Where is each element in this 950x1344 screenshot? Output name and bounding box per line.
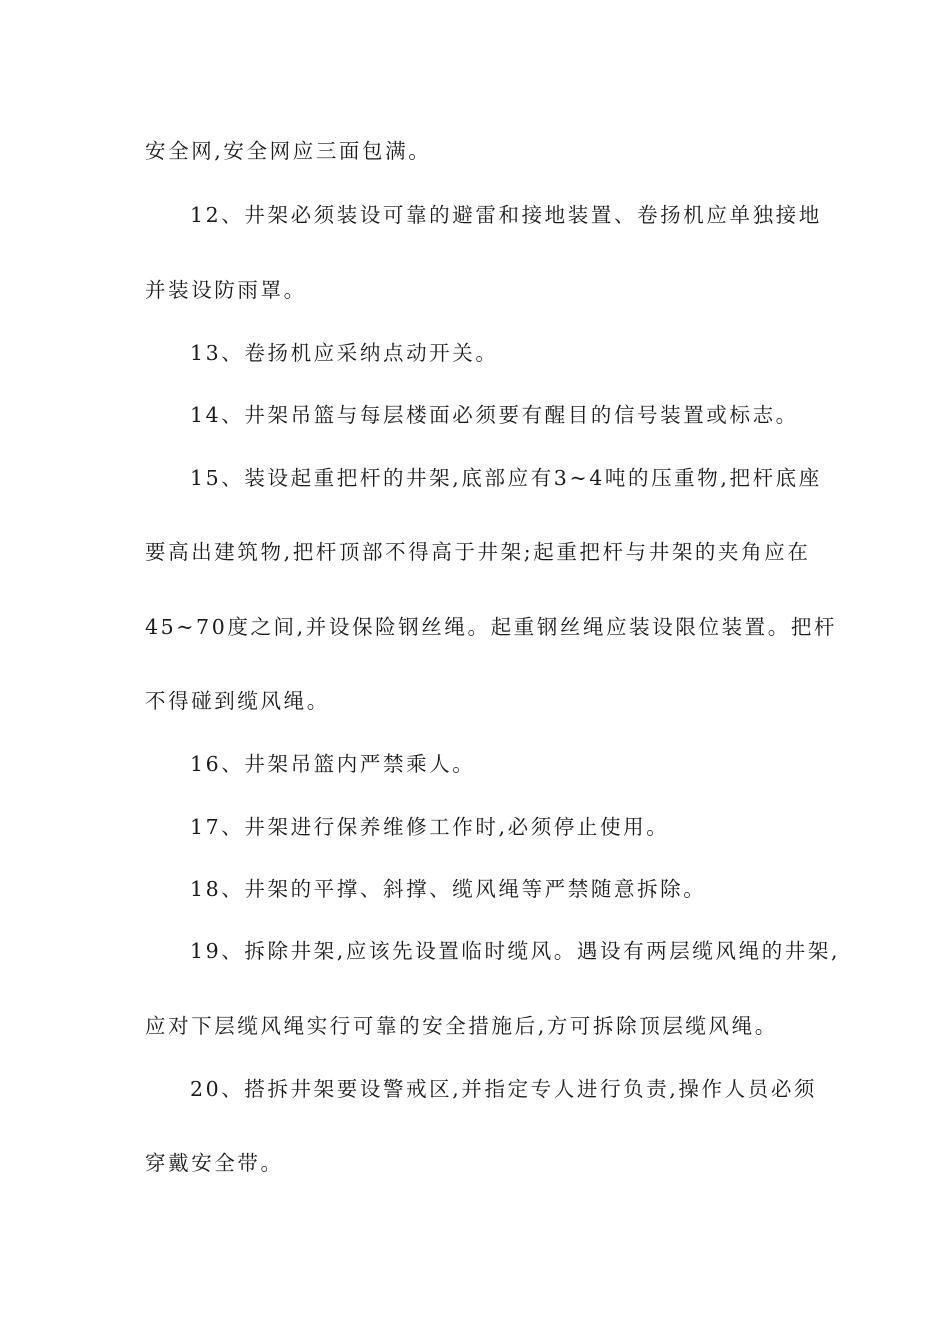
text-line-item-18: 18、井架的平撑、斜撑、缆风绳等严禁随意拆除。 xyxy=(190,877,707,901)
text-line: 并装设防雨罩。 xyxy=(145,278,307,302)
text-line: 不得碰到缆风绳。 xyxy=(145,689,330,713)
text-line-item-12: 12、井架必须装设可靠的避雷和接地装置、卷扬机应单独接地 xyxy=(190,203,822,227)
text-line-item-16: 16、井架吊篮内严禁乘人。 xyxy=(190,752,476,776)
text-line: 穿戴安全带。 xyxy=(145,1151,284,1175)
text-line: 要高出建筑物,把杆顶部不得高于井架;起重把杆与井架的夹角应在 xyxy=(145,540,811,564)
text-line-item-15: 15、装设起重把杆的井架,底部应有3~4吨的压重物,把杆底座 xyxy=(190,466,822,490)
text-line: 安全网,安全网应三面包满。 xyxy=(145,139,432,163)
text-line-item-20: 20、搭拆井架要设警戒区,并指定专人进行负责,操作人员必须 xyxy=(190,1077,818,1101)
text-line: 应对下层缆风绳实行可靠的安全措施后,方可拆除顶层缆风绳。 xyxy=(145,1014,778,1038)
text-line-item-17: 17、井架进行保养维修工作时,必须停止使用。 xyxy=(190,815,670,839)
text-line-item-14: 14、井架吊篮与每层楼面必须要有醒目的信号装置或标志。 xyxy=(190,403,799,427)
text-line-item-19: 19、拆除井架,应该先设置临时缆风。遇设有两层缆风绳的井架, xyxy=(190,939,841,963)
text-line: 45~70度之间,并设保险钢丝绳。起重钢丝绳应装设限位装置。把杆 xyxy=(145,615,838,639)
text-line-item-13: 13、卷扬机应采纳点动开关。 xyxy=(190,341,499,365)
